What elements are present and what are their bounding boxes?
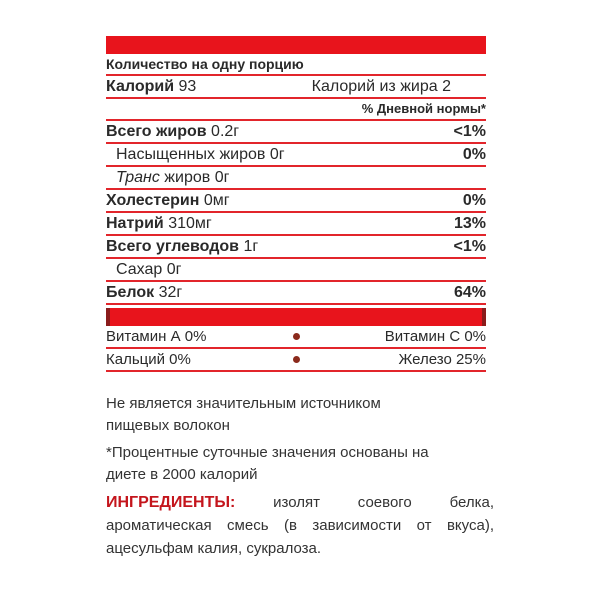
serving-header: Количество на одну порцию [106,56,304,72]
nutrient-amount: 1г [243,238,259,255]
vitamin-a: Витамин А 0% [106,328,207,345]
top-red-bar [106,36,486,54]
nutrient-name: Натрий [106,215,164,232]
calories-row [106,76,486,99]
nutrient-percent: 0% [462,192,486,209]
iron: Железо 25% [398,351,486,368]
nutrient-prefix: Транс [116,169,160,186]
nutrient-label [106,284,182,302]
nutrient-percent: 64% [453,284,486,301]
serving-header-row [106,54,486,76]
nutrient-percent: <1% [453,123,486,140]
nutrient-name: Всего углеводов [106,238,239,255]
nutrient-label [106,238,258,256]
vitamin-c: Витамин С 0% [384,328,486,345]
nutrient-amount: 310мг [168,215,212,232]
nutrient-label [106,169,229,187]
nutrient-amount: 0г [214,169,230,186]
nutrient-row [106,121,486,144]
ingredients-text: изолят соевого белка, ароматическая смесь (в зависимости от вкуса), ацесульфам калия, сукралоза. [106,494,494,557]
nutrient-label [106,146,285,164]
nutrient-row [106,213,486,236]
nutrient-row [106,190,486,213]
ingredients-block [106,491,494,560]
ingredients-label: ИНГРЕДИЕНТЫ: [106,494,236,511]
nutrient-label [106,261,181,279]
footnote: *Процентные суточные значения основаны на диете в 2000 калорий [106,444,429,483]
nutrient-row [106,282,486,305]
middle-red-bar [106,308,486,326]
vitamin-row [106,326,486,349]
nutrient-amount: 32г [158,284,183,301]
calories-value: 93 [178,78,197,95]
calories-label: Калорий [106,78,175,95]
nutrient-row [106,144,486,167]
fiber-note: Не является значительным источником пищевых волокон [106,395,381,434]
nutrient-name: Сахар [116,261,163,278]
calories-from-fat: Калорий из жира 2 [311,78,451,95]
nutrient-name: жиров [164,169,211,186]
nutrient-amount: 0.2г [211,123,240,140]
nutrient-percent: 0% [462,146,486,163]
bullet-dot [293,356,300,363]
nutrient-row [106,259,486,282]
nutrient-percent: 13% [453,215,486,232]
nutrient-name: Всего жиров [106,123,207,140]
bullet-dot [293,333,300,340]
daily-value-header-row [106,99,486,121]
calcium: Кальций 0% [106,351,191,368]
nutrient-amount: 0г [166,261,182,278]
nutrient-name: Насыщенных жиров [116,146,266,163]
nutrient-amount: 0мг [203,192,230,209]
nutrient-label [106,123,239,141]
nutrient-percent: <1% [453,238,486,255]
nutrition-facts-panel [106,36,486,372]
nutrient-list [106,121,486,305]
nutrient-name: Холестерин [106,192,200,209]
nutrient-name: Белок [106,284,155,301]
nutrient-label [106,215,212,233]
nutrient-label [106,192,230,210]
nutrient-row [106,167,486,190]
vitamin-row [106,349,486,372]
nutrient-row [106,236,486,259]
nutrient-amount: 0г [269,146,285,163]
daily-value-header: % Дневной нормы* [361,101,486,116]
